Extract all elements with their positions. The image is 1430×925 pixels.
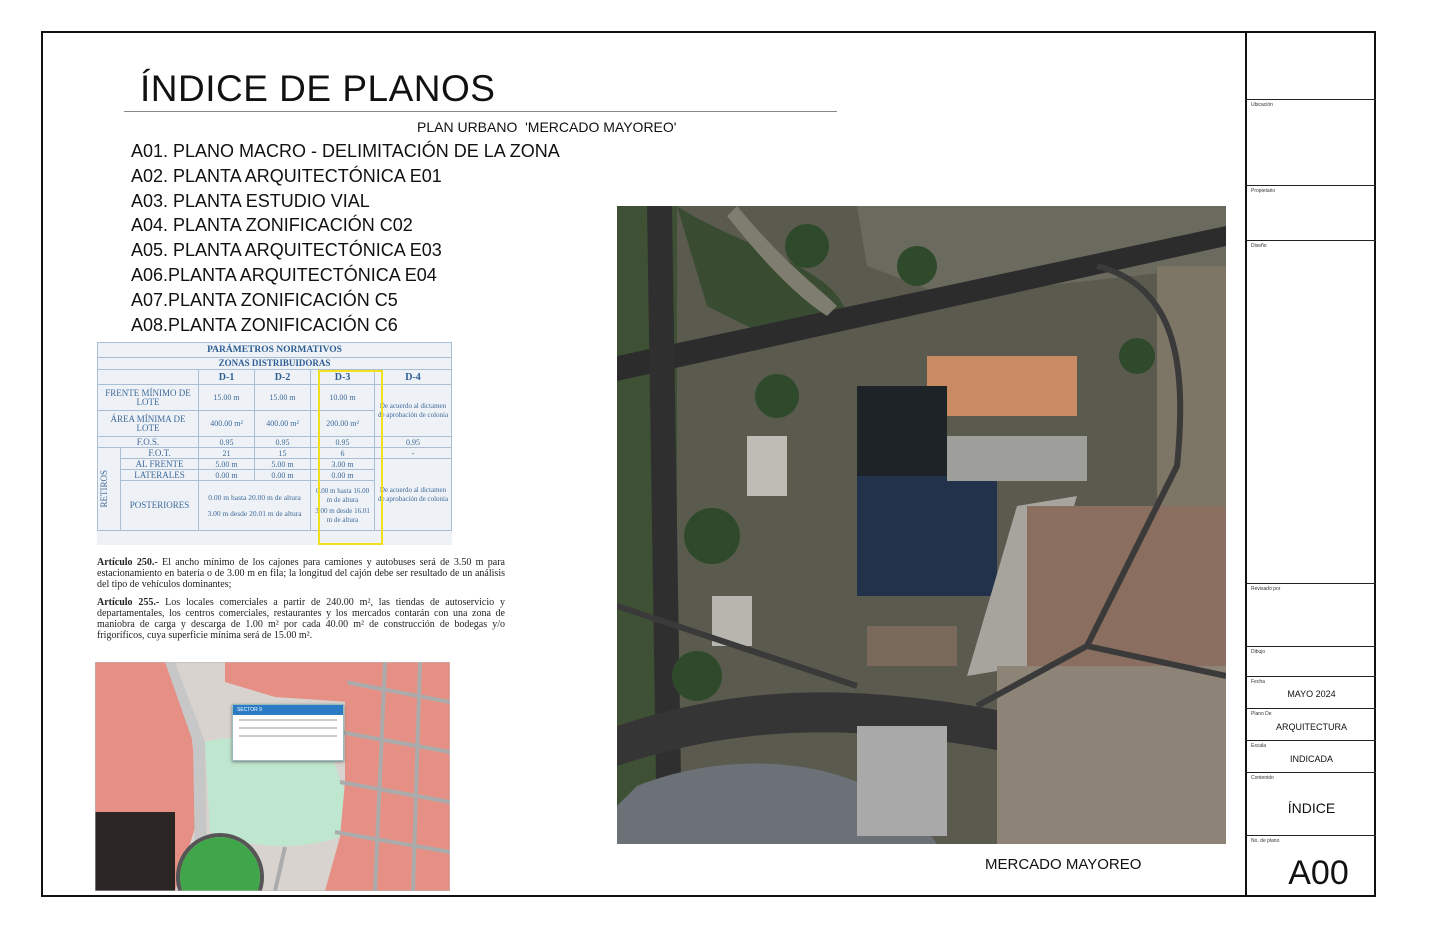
tb-contenido-value: ÍNDICE (1287, 800, 1336, 816)
table-cell: 5.00 m (255, 459, 311, 470)
tb-ubicacion (1247, 99, 1376, 185)
table-cell: 5.00 m (199, 459, 255, 470)
tb-label: Diseño (1251, 243, 1267, 249)
table-cell: 0.95 (255, 437, 311, 448)
index-item: A07.PLANTA ZONIFICACIÓN C5 (131, 289, 398, 310)
index-item: A05. PLANTA ARQUITECTÓNICA E03 (131, 240, 442, 261)
row-label: POSTERIORES (121, 481, 199, 531)
index-item: A03. PLANTA ESTUDIO VIAL (131, 190, 370, 211)
map-popup-title: SECTOR 9 (233, 705, 343, 715)
table-cell: De acuerdo al dictamen de aprobación de colonia (375, 385, 452, 437)
table-cell: 0.00 m hasta 20.00 m de altura (208, 493, 301, 502)
table-cell: 3.00 m desde 16.01 m de altura (315, 506, 370, 524)
row-label: AL FRENTE (121, 459, 199, 470)
row-label: ÁREA MÍNIMA DE LOTE (98, 411, 199, 437)
article-text: El ancho mínimo de los cajones para camiones y autobuses será de 3.50 m para estacionamiento en batería o de 3.00 m en fila; la longitud del cajón debe ser resultado de un análisis del tipo de vehículos dominantes; (97, 557, 505, 590)
zoning-map (95, 662, 450, 891)
table-cell: 21 (199, 448, 255, 459)
tb-label: Revisado por (1251, 586, 1281, 592)
table-cell: - (375, 448, 452, 459)
tb-escala-value: INDICADA (1289, 754, 1333, 764)
tb-label: Contenido (1251, 775, 1274, 781)
map-popup[interactable] (232, 704, 344, 761)
regulation-articles (97, 557, 505, 648)
tb-escala (1247, 740, 1376, 772)
table-cell: 400.00 m² (199, 411, 255, 437)
table-cell: 10.00 m (311, 385, 375, 411)
page-title: ÍNDICE DE PLANOS (140, 68, 496, 109)
table-cell: 0.00 m (255, 470, 311, 481)
aerial-photo-graphic (617, 206, 1226, 844)
plan-subtitle: PLAN URBANO 'MERCADO MAYOREO' (417, 119, 677, 135)
tb-plano-value: ARQUITECTURA (1275, 722, 1347, 732)
tb-dibujo (1247, 646, 1376, 676)
table-cell: 0.95 (199, 437, 255, 448)
tb-label: Plano De (1251, 711, 1272, 717)
table-cell: 3.00 m desde 20.01 m de altura (207, 509, 302, 518)
row-label: LATERALES (121, 470, 199, 481)
row-label: F.O.T. (121, 448, 199, 459)
tb-diseno (1247, 240, 1376, 583)
tb-contenido (1247, 772, 1376, 835)
tb-numero-value: A00 (1288, 854, 1349, 892)
article-text: Los locales comerciales a partir de 240.00 m², las tiendas de autoservicio y departamentales, los centros comerciales, restaurantes y los mercados contarán con una zona de maniobra de carga y descarga de 1.00 m² por cada 40.00 m² de construcción de bodegas y/o frigoríficos, cuya superficie mínima será de 15.00 m². (97, 597, 505, 641)
row-label: F.O.S. (98, 437, 199, 448)
aerial-photo (617, 206, 1226, 844)
tb-label: Escala (1251, 743, 1267, 749)
d3-highlight-box (318, 370, 383, 545)
article-paragraph (97, 597, 505, 641)
index-item: A08.PLANTA ZONIFICACIÓN C6 (131, 314, 398, 335)
article-paragraph (97, 557, 505, 590)
table-cell: 0.00 m (199, 470, 255, 481)
title-block (1245, 31, 1376, 897)
tb-numero (1247, 835, 1376, 895)
table-cell: 15.00 m (199, 385, 255, 411)
index-item: A02. PLANTA ARQUITECTÓNICA E01 (131, 165, 442, 186)
index-item: A01. PLANO MACRO - DELIMITACIÓN DE LA ZONA (131, 141, 560, 161)
table-subtitle: ZONAS DISTRIBUIDORAS (98, 358, 452, 370)
row-label: FRENTE MÍNIMO DE LOTE (98, 385, 199, 411)
zoning-map-graphic (95, 662, 450, 891)
tb-label: Dibujo (1251, 649, 1266, 655)
table-cell: 0.00 m (311, 470, 375, 481)
table-cell: 400.00 m² (255, 411, 311, 437)
index-item: A06.PLANTA ARQUITECTÓNICA E04 (131, 264, 437, 285)
tb-propietario (1247, 185, 1376, 240)
title-underline (124, 111, 837, 112)
tb-label: Propietario (1251, 188, 1276, 194)
tb-plano (1247, 708, 1376, 740)
tb-label: Fecha (1251, 679, 1265, 685)
tb-revisado (1247, 583, 1376, 646)
table-cell: 0.95 (375, 437, 452, 448)
parameters-table (97, 342, 452, 545)
article-heading: Artículo 250.- (97, 557, 158, 568)
table-cell: 3.00 m (311, 459, 375, 470)
index-item: A04. PLANTA ZONIFICACIÓN C02 (131, 215, 413, 236)
table-cell: 0.95 (311, 437, 375, 448)
tb-fecha-value: MAYO 2024 (1287, 689, 1336, 699)
table-cell: 0.00 m hasta 16.00 m de altura (316, 486, 370, 504)
tb-label: Ubicación (1251, 102, 1273, 108)
column-header: D-2 (255, 370, 311, 385)
tb-fecha (1247, 676, 1376, 708)
table-cell: 6 (311, 448, 375, 459)
retiros-label: RETIROS (99, 470, 109, 508)
table-cell: 200.00 m² (311, 411, 375, 437)
sheet-index-list (131, 139, 560, 337)
table-cell: De acuerdo al dictamen de aprobación de colonia (375, 459, 452, 531)
table-cell: 15.00 m (255, 385, 311, 411)
table-title: PARÁMETROS NORMATIVOS (98, 343, 452, 358)
article-heading: Artículo 255.- (97, 597, 160, 608)
column-header: D-3 (311, 370, 375, 385)
aerial-caption: MERCADO MAYOREO (985, 856, 1142, 873)
tb-label: No. de plano (1251, 838, 1280, 844)
table-cell: 15 (255, 448, 311, 459)
column-header: D-1 (199, 370, 255, 385)
column-header: D-4 (375, 370, 452, 385)
